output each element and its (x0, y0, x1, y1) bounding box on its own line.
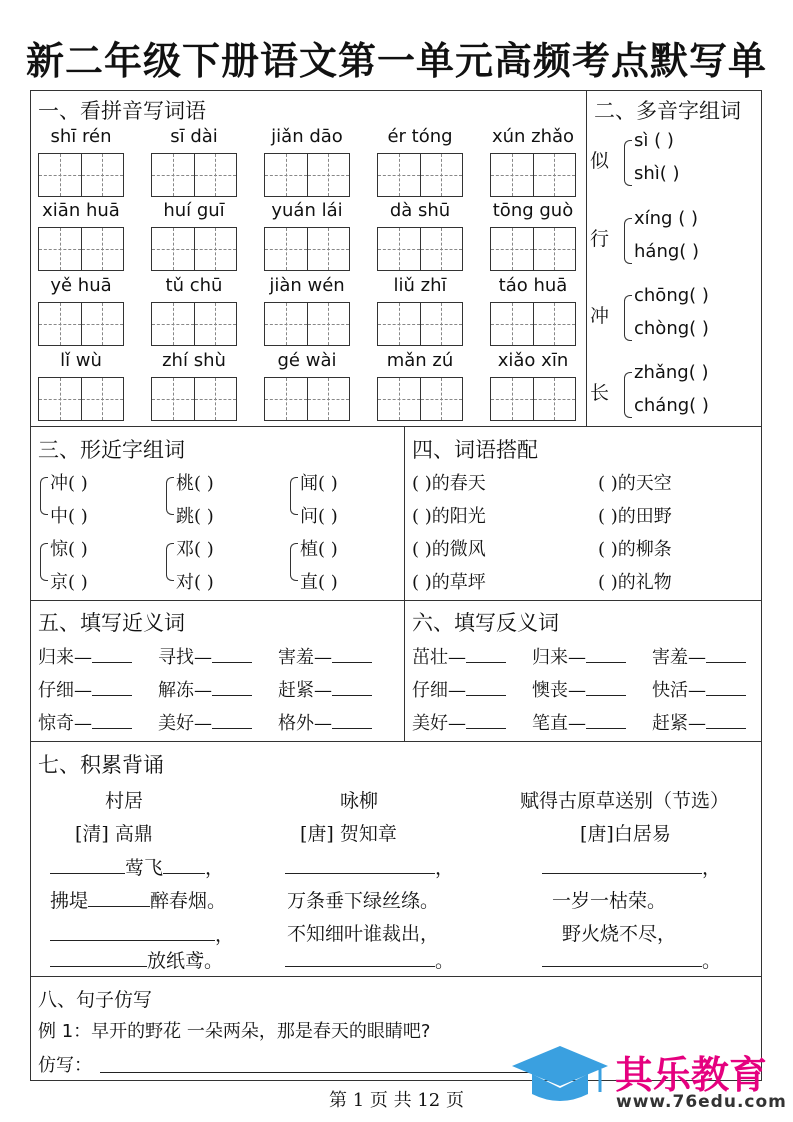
writing-grid[interactable] (264, 227, 350, 271)
imitate-answer-line[interactable] (100, 1072, 540, 1073)
similar-char-item: 惊( ) (50, 539, 88, 560)
word-item: 懊丧— (532, 676, 626, 702)
grid-cell[interactable] (265, 154, 308, 196)
grid-cell[interactable] (195, 378, 237, 420)
grid-cell[interactable] (152, 154, 195, 196)
poem2-line1: ， (285, 853, 454, 880)
word-item: 寻找— (158, 643, 252, 669)
poem1-title: 村居 (105, 790, 144, 812)
writing-grid[interactable] (38, 377, 124, 421)
writing-grid[interactable] (38, 302, 124, 346)
grid-cell[interactable] (308, 154, 350, 196)
grid-cell[interactable] (265, 378, 308, 420)
collocation-item: ( )的柳条 (598, 539, 672, 560)
pinyin-label: ér tóng (387, 126, 453, 147)
writing-grid[interactable] (377, 153, 463, 197)
answer-blank[interactable] (332, 728, 372, 729)
word-item: 害羞— (652, 643, 746, 669)
brace-icon (624, 295, 632, 341)
answer-blank[interactable] (212, 662, 252, 663)
writing-grid[interactable] (490, 153, 576, 197)
grid-cell[interactable] (39, 378, 82, 420)
pinyin-label: táo huā (498, 275, 568, 296)
answer-blank[interactable] (586, 728, 626, 729)
word-item: 仔细— (38, 676, 132, 702)
polyphone-reading: shì( ) (634, 163, 680, 184)
pinyin-label: xiān huā (42, 200, 120, 221)
collocation-item: ( )的微风 (412, 539, 486, 560)
poem1-author: [清] 高鼎 (75, 823, 153, 845)
section-title: 八、句子仿写 (38, 989, 153, 1011)
grid-cell[interactable] (378, 228, 421, 270)
grid-cell[interactable] (82, 303, 124, 345)
brace-icon (40, 543, 48, 581)
brace-icon (290, 543, 298, 581)
collocation-item: ( )的礼物 (598, 572, 672, 593)
pinyin-label: jiǎn dāo (271, 126, 343, 147)
pinyin-label: huí guī (163, 200, 225, 221)
grid-cell[interactable] (265, 228, 308, 270)
section-title: 四、词语搭配 (412, 438, 538, 462)
brace-icon (624, 218, 632, 264)
word-item: 害羞— (278, 643, 372, 669)
collocation-item: ( )的春天 (412, 473, 486, 494)
pinyin-label: tǔ chū (165, 275, 223, 296)
graduation-cap-icon (510, 1042, 610, 1106)
grid-cell[interactable] (421, 228, 463, 270)
page-title: 新二年级下册语文第一单元高频考点默写单 (25, 38, 767, 83)
polyphone-reading: sì ( ) (634, 130, 674, 151)
poem2-author: [唐] 贺知章 (300, 823, 397, 845)
collocation-item: ( )的阳光 (412, 506, 486, 527)
answer-blank[interactable] (586, 662, 626, 663)
word-item: 仔细— (412, 676, 506, 702)
similar-char-item: 跳( ) (176, 506, 214, 527)
brand-url: www.76edu.com (616, 1092, 787, 1112)
section-title: 二、多音字组词 (594, 99, 741, 123)
answer-blank[interactable] (92, 695, 132, 696)
poem3-line3: 野火烧不尽， (562, 923, 677, 945)
imitate-label: 仿写： (38, 1055, 92, 1076)
polyphone-char: 行 (590, 228, 610, 250)
grid-cell[interactable] (378, 303, 421, 345)
collocation-item: ( )的田野 (598, 506, 672, 527)
polyphone-reading: chōng( ) (634, 285, 709, 306)
answer-blank[interactable] (332, 695, 372, 696)
grid-cell[interactable] (534, 154, 576, 196)
writing-grid[interactable] (264, 153, 350, 197)
answer-blank[interactable] (706, 728, 746, 729)
word-item: 美好— (158, 709, 252, 735)
grid-cell[interactable] (491, 228, 534, 270)
word-item: 茁壮— (412, 643, 506, 669)
polyphone-reading: zhǎng( ) (634, 362, 709, 383)
writing-grid[interactable] (151, 302, 237, 346)
similar-char-item: 对( ) (176, 572, 214, 593)
answer-blank[interactable] (466, 662, 506, 663)
polyphone-reading: cháng( ) (634, 395, 709, 416)
similar-char-item: 直( ) (300, 572, 338, 593)
grid-cell[interactable] (152, 228, 195, 270)
grid-cell[interactable] (195, 228, 237, 270)
pinyin-label: lǐ wù (60, 350, 102, 371)
writing-grid[interactable] (151, 377, 237, 421)
grid-cell[interactable] (534, 228, 576, 270)
brace-icon (290, 477, 298, 515)
word-item: 惊奇— (38, 709, 132, 735)
word-item: 归来— (38, 643, 132, 669)
grid-cell[interactable] (308, 303, 350, 345)
answer-blank[interactable] (212, 728, 252, 729)
grid-cell[interactable] (195, 154, 237, 196)
polyphone-char: 冲 (590, 305, 610, 327)
collocation-item: ( )的天空 (598, 473, 672, 494)
word-item: 赶紧— (652, 709, 746, 735)
grid-cell[interactable] (195, 303, 237, 345)
writing-grid[interactable] (377, 377, 463, 421)
section-title: 三、形近字组词 (38, 438, 185, 462)
poem3-line1: ， (542, 853, 721, 880)
poem2-line2: 万条垂下绿丝绦。 (287, 890, 440, 912)
brand-logo (510, 1038, 790, 1118)
grid-cell[interactable] (152, 378, 195, 420)
grid-cell[interactable] (378, 154, 421, 196)
answer-blank[interactable] (706, 662, 746, 663)
brace-icon (624, 140, 632, 186)
word-item: 解冻— (158, 676, 252, 702)
grid-cell[interactable] (39, 154, 82, 196)
poem2-line3: 不知细叶谁裁出， (287, 923, 440, 945)
pinyin-label: shī rén (50, 126, 112, 147)
grid-cell[interactable] (491, 303, 534, 345)
writing-grid[interactable] (264, 302, 350, 346)
pinyin-label: yě huā (50, 275, 112, 296)
writing-grid[interactable] (490, 227, 576, 271)
similar-char-item: 京( ) (50, 572, 88, 593)
brand-name: 其乐教育 (615, 1053, 768, 1097)
poem3-line4: 。 (542, 946, 721, 973)
pinyin-label: jiàn wén (269, 275, 345, 296)
answer-blank[interactable] (586, 695, 626, 696)
collocation-item: ( )的草坪 (412, 572, 486, 593)
polyphone-reading: háng( ) (634, 241, 700, 262)
grid-cell[interactable] (534, 378, 576, 420)
pinyin-label: sī dài (170, 126, 218, 147)
grid-cell[interactable] (308, 378, 350, 420)
answer-blank[interactable] (92, 662, 132, 663)
word-item: 格外— (278, 709, 372, 735)
writing-grid[interactable] (264, 377, 350, 421)
pinyin-label: xún zhǎo (491, 126, 575, 147)
writing-grid[interactable] (490, 377, 576, 421)
grid-cell[interactable] (39, 228, 82, 270)
word-item: 美好— (412, 709, 506, 735)
grid-cell[interactable] (39, 303, 82, 345)
writing-grid[interactable] (151, 227, 237, 271)
grid-cell[interactable] (534, 303, 576, 345)
pinyin-label: xiǎo xīn (497, 350, 569, 371)
brace-icon (624, 372, 632, 418)
brace-icon (166, 543, 174, 581)
writing-grid[interactable] (151, 153, 237, 197)
polyphone-reading: chòng( ) (634, 318, 709, 339)
poem1-line2: 拂堤 醉春烟。 (50, 890, 227, 912)
similar-char-item: 邓( ) (176, 539, 214, 560)
brace-icon (166, 477, 174, 515)
similar-char-item: 冲( ) (50, 473, 88, 494)
answer-blank[interactable] (466, 695, 506, 696)
grid-cell[interactable] (421, 378, 463, 420)
similar-char-item: 桃( ) (176, 473, 214, 494)
polyphone-char: 长 (590, 382, 610, 404)
writing-grid[interactable] (377, 227, 463, 271)
page-footer: 第 1 页 共 12 页 (329, 1090, 464, 1111)
section-title: 六、填写反义词 (412, 611, 559, 635)
pinyin-label: dà shū (389, 200, 451, 221)
similar-char-item: 闻( ) (300, 473, 338, 494)
answer-blank[interactable] (332, 662, 372, 663)
poem2-title: 咏柳 (340, 790, 379, 812)
poem1-line1: 莺飞 ， (50, 853, 224, 880)
grid-cell[interactable] (82, 154, 124, 196)
grid-cell[interactable] (378, 378, 421, 420)
similar-char-item: 问( ) (300, 506, 338, 527)
pinyin-label: yuán lái (271, 200, 343, 221)
grid-cell[interactable] (308, 228, 350, 270)
writing-grid[interactable] (377, 302, 463, 346)
pinyin-label: mǎn zú (386, 350, 454, 371)
polyphone-reading: xíng ( ) (634, 208, 698, 229)
grid-cell[interactable] (421, 303, 463, 345)
writing-grid[interactable] (38, 153, 124, 197)
brace-icon (40, 477, 48, 515)
similar-char-item: 中( ) (50, 506, 88, 527)
answer-blank[interactable] (92, 728, 132, 729)
pinyin-label: zhí shù (162, 350, 226, 371)
poem2-line4: 。 (285, 946, 454, 973)
pinyin-label: tōng guò (492, 200, 574, 221)
poem3-title: 赋得古原草送别（节选） (520, 790, 730, 812)
poem1-line4: 放纸鸢。 (50, 946, 223, 973)
answer-blank[interactable] (466, 728, 506, 729)
similar-char-item: 植( ) (300, 539, 338, 560)
word-item: 笔直— (532, 709, 626, 735)
grid-cell[interactable] (265, 303, 308, 345)
grid-cell[interactable] (491, 378, 534, 420)
grid-cell[interactable] (491, 154, 534, 196)
answer-blank[interactable] (212, 695, 252, 696)
pinyin-label: gé wài (277, 350, 337, 371)
answer-blank[interactable] (706, 695, 746, 696)
writing-grid[interactable] (490, 302, 576, 346)
grid-cell[interactable] (152, 303, 195, 345)
grid-cell[interactable] (421, 154, 463, 196)
word-item: 赶紧— (278, 676, 372, 702)
grid-cell[interactable] (82, 378, 124, 420)
pinyin-label: liǔ zhī (393, 275, 447, 296)
section-title: 七、积累背诵 (38, 753, 164, 777)
grid-cell[interactable] (82, 228, 124, 270)
poem3-author: [唐]白居易 (580, 823, 671, 845)
example-sentence: 例 1：早开的野花 一朵两朵，那是春天的眼睛吧? (38, 1021, 431, 1042)
poem3-line2: 一岁一枯荣。 (552, 890, 667, 912)
word-item: 归来— (532, 643, 626, 669)
writing-grid[interactable] (38, 227, 124, 271)
section-title: 五、填写近义词 (38, 611, 185, 635)
polyphone-char: 似 (590, 150, 610, 172)
word-item: 快活— (652, 676, 746, 702)
poem1-line3: ， (50, 920, 234, 947)
section-title: 一、看拼音写词语 (38, 99, 206, 123)
